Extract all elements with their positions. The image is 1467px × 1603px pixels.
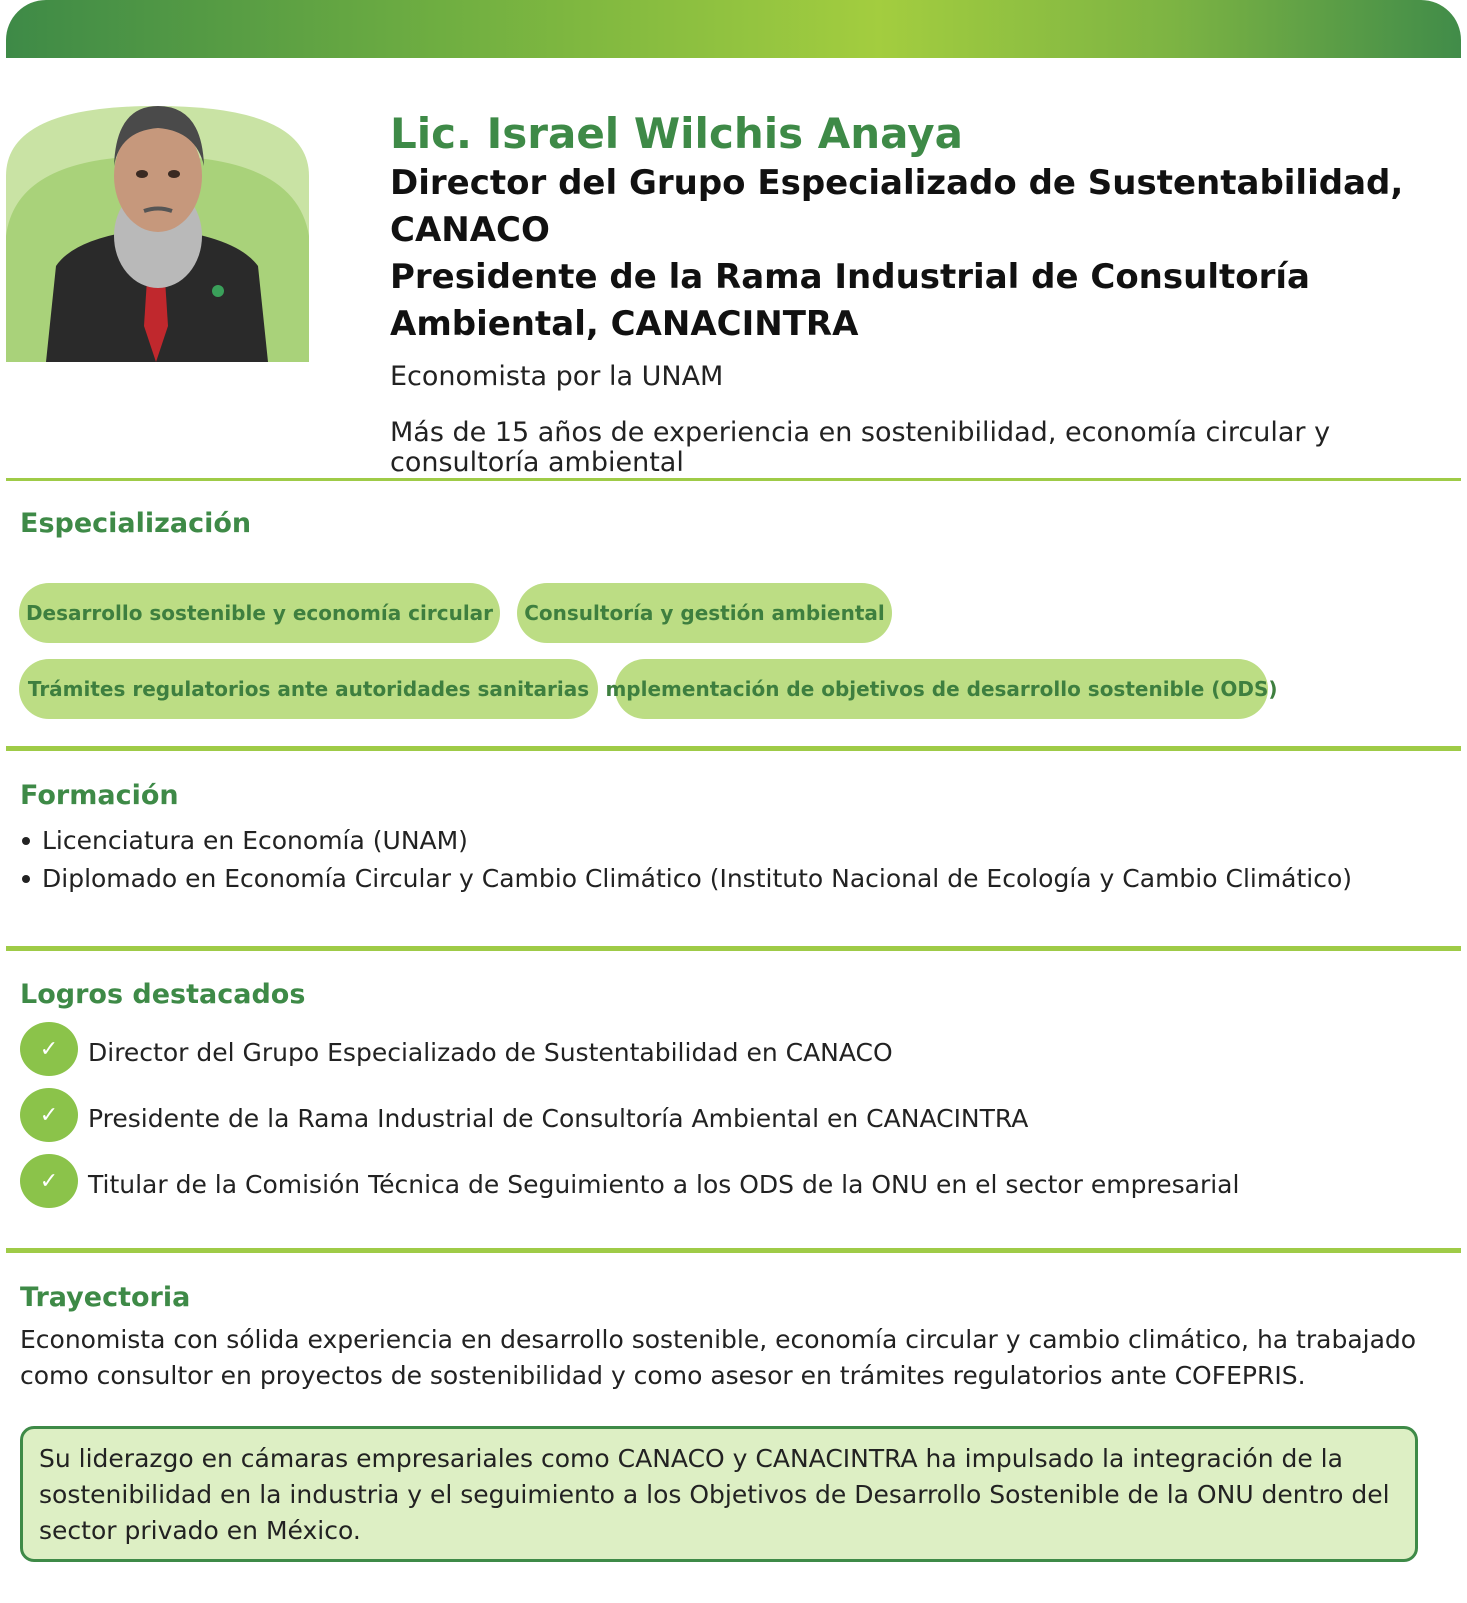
chip-specialization-3: Trámites regulatorios ante autoridades sanitarias xyxy=(19,659,598,719)
profile-photo xyxy=(6,86,309,362)
divider-formation xyxy=(6,946,1461,951)
section-title-formation: Formación xyxy=(20,780,179,811)
achievement-item: ✓ Titular de la Comisión Técnica de Seguimiento a los ODS de la ONU en el sector empresarial xyxy=(20,1154,1239,1208)
person-name: Lic. Israel Wilchis Anaya xyxy=(390,109,963,158)
chip-specialization-2: Consultoría y gestión ambiental xyxy=(517,583,892,643)
education-line: Economista por la UNAM xyxy=(390,361,724,392)
checkmark-icon: ✓ xyxy=(20,1088,78,1142)
profile-header xyxy=(390,108,1450,478)
experience-line: Más de 15 años de experiencia en sostenibilidad, economía circular y consultoría ambiental xyxy=(390,417,1331,478)
achievement-item: ✓ Presidente de la Rama Industrial de Consultoría Ambiental en CANACINTRA xyxy=(20,1088,1028,1142)
role-canaco: Director del Grupo Especializado de Sustentabilidad, CANACO xyxy=(390,163,1404,250)
section-title-achievements: Logros destacados xyxy=(20,979,306,1010)
checkmark-icon: ✓ xyxy=(20,1022,78,1076)
trajectory-paragraph: Economista con sólida experiencia en desarrollo sostenible, economía circular y cambio climático, ha trabajado como consultor en proyectos de sostenibilidad y como asesor en trámites regulatorios ante COFEPRIS. xyxy=(20,1325,1417,1390)
chip-specialization-1: Desarrollo sostenible y economía circular xyxy=(19,583,500,643)
divider-top xyxy=(6,478,1461,481)
role-canacintra: Presidente de la Rama Industrial de Consultoría Ambiental, CANACINTRA xyxy=(390,257,1310,344)
bullet-dot-icon xyxy=(22,875,30,883)
section-title-trajectory: Trayectoria xyxy=(20,1282,191,1313)
formation-list xyxy=(20,822,1352,898)
formation-item: Licenciatura en Economía (UNAM) xyxy=(20,822,1352,860)
section-title-specialization: Especialización xyxy=(20,508,252,539)
divider-achievements xyxy=(6,1248,1461,1253)
chip-specialization-4: mplementación de objetivos de desarrollo sostenible (ODS) xyxy=(615,659,1268,719)
leadership-callout: Su liderazgo en cámaras empresariales como CANACO y CANACINTRA ha impulsado la integración de la sostenibilidad en la industria y el seguimiento a los Objetivos de Desarrollo Sostenible de la ONU dentro del sector privado en México. xyxy=(20,1426,1418,1562)
header-gradient-bar xyxy=(6,0,1461,58)
achievement-item: ✓ Director del Grupo Especializado de Sustentabilidad en CANACO xyxy=(20,1022,893,1076)
divider-specialization xyxy=(6,746,1461,751)
checkmark-icon: ✓ xyxy=(20,1154,78,1208)
bullet-dot-icon xyxy=(22,837,30,845)
formation-item: Diplomado en Economía Circular y Cambio Climático (Instituto Nacional de Ecología y Cambio Climático) xyxy=(20,860,1352,898)
